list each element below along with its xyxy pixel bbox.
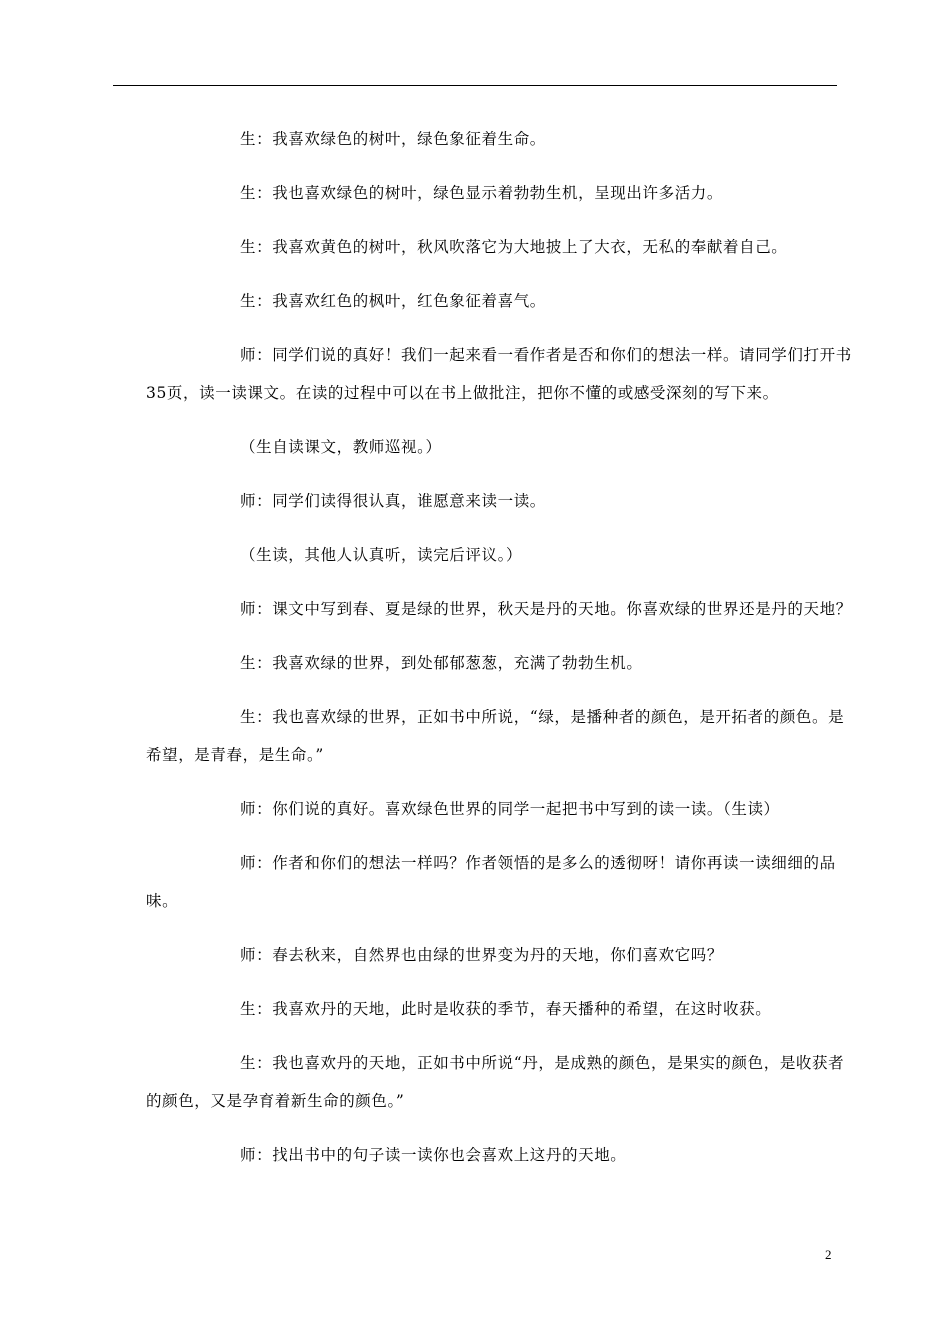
paragraph: 生：我也喜欢绿的世界，正如书中所说，“绿，是播种者的颜色，是开拓者的颜色。是希望，是青春，是生命。” (146, 708, 845, 764)
paragraph: 生：我也喜欢丹的天地，正如书中所说“丹，是成熟的颜色，是果实的颜色，是收获者的颜色，又是孕育着新生命的颜色。” (146, 1054, 845, 1110)
page-number: 2 (825, 1247, 832, 1262)
paragraph: 师：春去秋来，自然界也由绿的世界变为丹的天地，你们喜欢它吗？ (240, 946, 724, 964)
paragraph: 生：我喜欢丹的天地，此时是收获的季节，春天播种的希望，在这时收获。 (240, 1000, 772, 1018)
paragraph: 师：同学们读得很认真，谁愿意来读一读。 (240, 492, 546, 510)
paragraph: 生：我喜欢绿的世界，到处郁郁葱葱，充满了勃勃生机。 (240, 654, 643, 672)
paragraph: 师：同学们说的真好！我们一起来看一看作者是否和你们的想法一样。请同学们打开书35页，读一读课文。在读的过程中可以在书上做批注，把你不懂的或感受深刻的写下来。 (146, 346, 852, 402)
paragraph: 生：我也喜欢绿色的树叶，绿色显示着勃勃生机，呈现出许多活力。 (240, 184, 724, 202)
paragraph: 生：我喜欢红色的枫叶，红色象征着喜气。 (240, 292, 546, 310)
paragraph: 生：我喜欢黄色的树叶，秋风吹落它为大地披上了大衣，无私的奉献着自己。 (240, 238, 788, 256)
paragraph: 师：作者和你们的想法一样吗？作者领悟的是多么的透彻呀！请你再读一读细细的品味。 (146, 854, 836, 910)
paragraph: 师：找出书中的句子读一读你也会喜欢上这丹的天地。 (240, 1146, 627, 1164)
header-rule (113, 85, 837, 86)
paragraph: 师：课文中写到春、夏是绿的世界，秋天是丹的天地。你喜欢绿的世界还是丹的天地？ (240, 600, 852, 618)
paragraph: （生读，其他人认真听，读完后评议。） (240, 546, 523, 564)
paragraph: （生自读课文，教师巡视。） (240, 438, 442, 456)
paragraph: 师：你们说的真好。喜欢绿色世界的同学一起把书中写到的读一读。（生读） (240, 800, 780, 818)
paragraph: 生：我喜欢绿色的树叶，绿色象征着生命。 (240, 130, 546, 148)
document-body (146, 120, 858, 1190)
